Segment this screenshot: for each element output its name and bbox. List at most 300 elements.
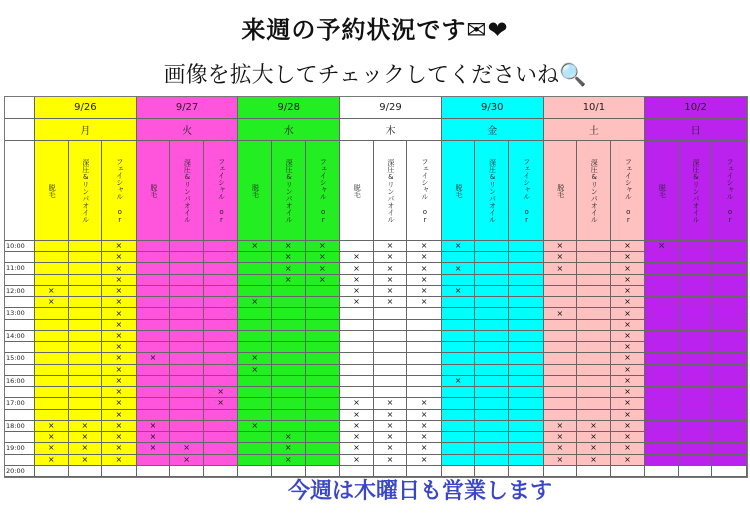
time-slot xyxy=(645,376,747,387)
booking-mark: × xyxy=(35,421,69,431)
time-slot xyxy=(645,297,747,308)
booking-mark: × xyxy=(624,274,631,284)
weekday-header: 金 xyxy=(442,119,544,141)
service-header xyxy=(170,141,204,240)
time-slot xyxy=(340,331,442,342)
time-slot xyxy=(645,410,747,421)
booking-mark xyxy=(374,320,408,330)
time-slot xyxy=(645,308,747,319)
time-slot xyxy=(35,353,137,364)
booking-mark: × xyxy=(272,443,306,453)
booking-mark xyxy=(170,263,204,273)
booking-mark: × xyxy=(544,421,578,431)
time-slot xyxy=(35,387,137,398)
booking-mark xyxy=(645,421,679,431)
time-slot xyxy=(645,455,747,466)
booking-mark xyxy=(272,365,306,375)
time-slot xyxy=(35,241,137,252)
booking-mark: × xyxy=(374,297,408,307)
booking-mark xyxy=(577,286,611,296)
service-label: 深圧&リンパオイル xyxy=(488,158,497,223)
time-slot xyxy=(238,410,340,421)
time-slot xyxy=(35,342,137,353)
service-header xyxy=(712,141,746,240)
service-label: フェイシャル or xyxy=(624,157,633,224)
booking-mark xyxy=(69,241,103,251)
booking-mark: × xyxy=(340,263,374,273)
booking-mark xyxy=(137,398,171,408)
time-slot xyxy=(340,241,442,252)
booking-mark xyxy=(509,365,543,375)
service-header xyxy=(475,141,509,240)
date-header: 9/28 xyxy=(238,97,340,119)
booking-mark: × xyxy=(69,455,103,465)
booking-mark xyxy=(475,252,509,262)
time-slot xyxy=(340,443,442,454)
time-slot xyxy=(137,376,239,387)
booking-mark xyxy=(442,432,476,442)
booking-mark xyxy=(475,432,509,442)
booking-mark xyxy=(35,410,69,420)
booking-mark xyxy=(577,331,611,341)
time-slot xyxy=(238,398,340,409)
booking-mark xyxy=(35,376,69,386)
booking-mark xyxy=(679,241,713,251)
booking-mark: × xyxy=(115,263,123,273)
weekday-header: 木 xyxy=(340,119,442,141)
booking-mark xyxy=(442,353,476,363)
booking-mark xyxy=(204,455,238,465)
booking-mark xyxy=(577,353,611,363)
booking-mark xyxy=(442,387,476,397)
time-slot xyxy=(340,432,442,443)
time-slot xyxy=(645,421,747,432)
booking-mark: × xyxy=(442,263,476,273)
booking-mark xyxy=(238,286,272,296)
time-slot xyxy=(340,286,442,297)
booking-mark xyxy=(238,252,272,262)
booking-mark: × xyxy=(420,420,428,430)
booking-mark xyxy=(238,398,272,408)
booking-mark: × xyxy=(420,286,428,296)
booking-mark: × xyxy=(374,432,408,442)
booking-mark: × xyxy=(420,409,428,419)
booking-mark xyxy=(69,387,103,397)
time-slot xyxy=(544,376,646,387)
booking-mark xyxy=(340,241,374,251)
booking-mark: × xyxy=(420,252,428,262)
time-slot xyxy=(35,320,137,331)
booking-mark: × xyxy=(115,398,123,408)
booking-mark xyxy=(645,252,679,262)
booking-mark: × xyxy=(624,398,631,408)
booking-mark: × xyxy=(624,319,631,329)
time-slot xyxy=(238,241,340,252)
booking-mark xyxy=(238,275,272,285)
booking-mark xyxy=(679,421,713,431)
booking-mark xyxy=(509,241,543,251)
booking-mark xyxy=(475,320,509,330)
booking-mark: × xyxy=(624,375,631,385)
time-slot xyxy=(645,398,747,409)
service-label: 脱毛 xyxy=(353,183,362,198)
weekday-header: 日 xyxy=(645,119,747,141)
booking-mark xyxy=(475,297,509,307)
service-label: 脱毛 xyxy=(251,183,260,198)
booking-mark: × xyxy=(115,409,123,419)
booking-mark xyxy=(306,443,340,453)
service-header-group xyxy=(442,141,544,241)
booking-mark xyxy=(475,398,509,408)
booking-mark: × xyxy=(420,263,428,273)
booking-mark: × xyxy=(115,420,123,430)
booking-mark xyxy=(306,308,340,318)
booking-mark: × xyxy=(577,455,611,465)
booking-mark xyxy=(577,297,611,307)
booking-mark xyxy=(577,398,611,408)
service-label: フェイシャル or xyxy=(115,157,124,224)
time-slot xyxy=(238,286,340,297)
footer-notice: 今週は木曜日も営業します xyxy=(287,479,552,504)
booking-mark xyxy=(712,297,746,307)
booking-mark xyxy=(69,286,103,296)
booking-mark xyxy=(577,365,611,375)
time-slot xyxy=(137,365,239,376)
booking-mark xyxy=(509,443,543,453)
booking-mark xyxy=(35,320,69,330)
time-slot xyxy=(544,297,646,308)
time-slot xyxy=(238,308,340,319)
weekday-header: 火 xyxy=(137,119,239,141)
booking-mark xyxy=(509,387,543,397)
time-slot xyxy=(238,365,340,376)
booking-mark: × xyxy=(272,275,306,285)
booking-mark: × xyxy=(374,443,408,453)
time-slot xyxy=(442,308,544,319)
booking-mark: × xyxy=(319,263,326,273)
booking-mark xyxy=(475,263,509,273)
service-header xyxy=(544,141,578,240)
booking-mark: × xyxy=(374,241,408,251)
service-label: 深圧&リンパオイル xyxy=(590,158,599,223)
time-slot xyxy=(35,263,137,274)
booking-mark: × xyxy=(340,410,374,420)
booking-mark xyxy=(35,398,69,408)
time-label xyxy=(5,342,35,353)
booking-mark xyxy=(340,365,374,375)
time-label xyxy=(5,387,35,398)
booking-mark xyxy=(712,320,746,330)
booking-mark xyxy=(712,466,746,476)
booking-mark xyxy=(679,320,713,330)
booking-mark xyxy=(170,421,204,431)
booking-mark: × xyxy=(238,297,272,307)
time-slot xyxy=(238,376,340,387)
weekday-header: 水 xyxy=(238,119,340,141)
booking-mark xyxy=(35,353,69,363)
booking-mark xyxy=(204,252,238,262)
booking-mark: × xyxy=(374,421,408,431)
booking-mark xyxy=(509,252,543,262)
booking-mark xyxy=(645,443,679,453)
time-slot xyxy=(340,308,442,319)
booking-mark: × xyxy=(624,241,631,251)
booking-mark: × xyxy=(624,353,631,363)
booking-mark: × xyxy=(624,263,631,273)
booking-mark xyxy=(509,410,543,420)
booking-mark xyxy=(509,263,543,273)
time-label: 18:00 xyxy=(5,421,35,432)
booking-mark: × xyxy=(340,432,374,442)
booking-mark xyxy=(679,387,713,397)
time-slot xyxy=(238,275,340,286)
booking-mark xyxy=(170,376,204,386)
time-slot xyxy=(340,376,442,387)
time-label xyxy=(5,275,35,286)
booking-mark xyxy=(712,455,746,465)
time-slot xyxy=(645,353,747,364)
booking-mark: × xyxy=(340,286,374,296)
booking-mark xyxy=(577,376,611,386)
time-label: 17:00 xyxy=(5,398,35,409)
time-slot xyxy=(137,275,239,286)
time-slot xyxy=(35,365,137,376)
time-slot xyxy=(35,252,137,263)
booking-mark xyxy=(407,308,441,318)
booking-mark xyxy=(238,387,272,397)
booking-mark: × xyxy=(137,432,171,442)
booking-mark: × xyxy=(624,331,631,341)
booking-mark xyxy=(679,432,713,442)
time-slot xyxy=(645,286,747,297)
booking-mark xyxy=(544,320,578,330)
time-slot xyxy=(442,387,544,398)
time-slot xyxy=(544,286,646,297)
booking-mark xyxy=(645,387,679,397)
booking-mark: × xyxy=(115,331,123,341)
time-slot xyxy=(137,455,239,466)
booking-mark xyxy=(712,421,746,431)
time-slot xyxy=(35,421,137,432)
time-slot xyxy=(544,398,646,409)
time-slot xyxy=(442,443,544,454)
booking-mark xyxy=(306,365,340,375)
booking-mark xyxy=(712,387,746,397)
time-slot xyxy=(544,263,646,274)
booking-mark xyxy=(442,320,476,330)
time-slot xyxy=(442,297,544,308)
booking-mark: × xyxy=(238,365,272,375)
time-slot xyxy=(137,241,239,252)
time-slot xyxy=(442,320,544,331)
booking-mark xyxy=(238,443,272,453)
booking-mark xyxy=(645,286,679,296)
time-slot xyxy=(645,387,747,398)
service-header xyxy=(69,141,103,240)
booking-mark: × xyxy=(340,421,374,431)
booking-mark: × xyxy=(374,275,408,285)
booking-mark xyxy=(407,320,441,330)
booking-mark xyxy=(69,398,103,408)
booking-mark xyxy=(544,376,578,386)
booking-mark xyxy=(679,443,713,453)
booking-mark xyxy=(204,331,238,341)
booking-mark: × xyxy=(115,353,123,363)
booking-mark xyxy=(204,353,238,363)
booking-mark xyxy=(170,432,204,442)
time-slot xyxy=(645,252,747,263)
time-label: 10:00 xyxy=(5,241,35,252)
booking-mark xyxy=(374,376,408,386)
booking-mark xyxy=(442,331,476,341)
booking-mark xyxy=(475,365,509,375)
time-slot xyxy=(544,275,646,286)
date-header: 10/1 xyxy=(544,97,646,119)
booking-mark xyxy=(645,331,679,341)
service-label: 脱毛 xyxy=(658,183,667,198)
booking-mark: × xyxy=(624,308,631,318)
time-slot xyxy=(544,432,646,443)
booking-mark xyxy=(137,331,171,341)
booking-mark xyxy=(69,331,103,341)
booking-mark xyxy=(170,410,204,420)
booking-mark: × xyxy=(442,376,476,386)
booking-mark xyxy=(170,252,204,262)
booking-mark xyxy=(712,398,746,408)
time-slot xyxy=(238,421,340,432)
booking-mark xyxy=(712,331,746,341)
booking-mark xyxy=(442,410,476,420)
booking-mark xyxy=(407,342,441,352)
time-label xyxy=(5,252,35,263)
booking-mark: × xyxy=(624,443,631,453)
time-slot xyxy=(35,410,137,421)
time-slot xyxy=(238,263,340,274)
booking-mark xyxy=(204,410,238,420)
time-slot xyxy=(645,432,747,443)
booking-mark: × xyxy=(69,443,103,453)
booking-mark: × xyxy=(115,241,123,251)
booking-mark xyxy=(442,398,476,408)
booking-mark: × xyxy=(272,241,306,251)
booking-mark xyxy=(475,443,509,453)
booking-mark xyxy=(170,297,204,307)
booking-mark xyxy=(204,365,238,375)
booking-mark xyxy=(272,286,306,296)
booking-mark xyxy=(306,398,340,408)
booking-mark xyxy=(170,241,204,251)
time-slot xyxy=(544,365,646,376)
booking-mark xyxy=(306,286,340,296)
booking-mark: × xyxy=(115,274,123,284)
booking-mark xyxy=(407,353,441,363)
time-label xyxy=(5,455,35,466)
service-label: 脱毛 xyxy=(556,183,565,198)
booking-mark xyxy=(577,387,611,397)
date-header: 9/29 xyxy=(340,97,442,119)
booking-mark xyxy=(69,263,103,273)
booking-mark: × xyxy=(217,387,224,397)
booking-mark xyxy=(137,410,171,420)
service-label: 深圧&リンパオイル xyxy=(285,158,294,223)
service-header xyxy=(204,141,238,240)
time-slot xyxy=(544,252,646,263)
time-label xyxy=(5,320,35,331)
time-slot xyxy=(35,466,137,477)
time-slot xyxy=(238,353,340,364)
booking-mark xyxy=(137,308,171,318)
booking-mark xyxy=(712,275,746,285)
booking-mark: × xyxy=(624,420,631,430)
date-header: 9/26 xyxy=(35,97,137,119)
booking-mark xyxy=(645,297,679,307)
booking-mark: × xyxy=(624,387,631,397)
booking-mark: × xyxy=(374,252,408,262)
booking-mark xyxy=(306,353,340,363)
booking-mark xyxy=(712,308,746,318)
booking-mark xyxy=(306,455,340,465)
booking-mark: × xyxy=(115,308,123,318)
booking-mark xyxy=(509,331,543,341)
service-label: フェイシャル or xyxy=(420,157,429,224)
time-slot xyxy=(238,252,340,263)
time-slot xyxy=(442,286,544,297)
service-header xyxy=(374,141,408,240)
service-header xyxy=(35,141,69,240)
service-header xyxy=(407,141,441,240)
booking-mark xyxy=(204,432,238,442)
booking-mark: × xyxy=(420,274,428,284)
booking-mark xyxy=(442,365,476,375)
page-title: 来週の予約状況です✉❤ xyxy=(241,16,509,44)
booking-mark: × xyxy=(319,274,326,284)
booking-mark: × xyxy=(340,443,374,453)
booking-mark xyxy=(712,252,746,262)
booking-mark xyxy=(306,387,340,397)
service-header xyxy=(238,141,272,240)
booking-mark xyxy=(475,275,509,285)
booking-mark xyxy=(272,387,306,397)
time-label xyxy=(5,365,35,376)
booking-mark: × xyxy=(35,455,69,465)
booking-mark xyxy=(645,376,679,386)
booking-mark xyxy=(137,365,171,375)
reservation-grid xyxy=(4,96,748,478)
booking-mark xyxy=(679,297,713,307)
time-label: 16:00 xyxy=(5,376,35,387)
booking-mark: × xyxy=(319,241,326,251)
booking-mark xyxy=(679,252,713,262)
time-slot xyxy=(645,320,747,331)
corner-cell xyxy=(5,141,35,241)
time-slot xyxy=(137,252,239,263)
booking-mark: × xyxy=(115,375,123,385)
booking-mark xyxy=(509,455,543,465)
service-header-group xyxy=(35,141,137,241)
time-label xyxy=(5,410,35,421)
time-slot xyxy=(35,286,137,297)
booking-mark xyxy=(170,353,204,363)
service-header xyxy=(611,141,645,240)
booking-mark xyxy=(509,398,543,408)
time-label xyxy=(5,297,35,308)
service-header-group xyxy=(645,141,747,241)
time-slot xyxy=(137,432,239,443)
corner-cell xyxy=(5,97,35,119)
booking-mark xyxy=(69,252,103,262)
booking-mark xyxy=(577,263,611,273)
time-slot xyxy=(340,320,442,331)
